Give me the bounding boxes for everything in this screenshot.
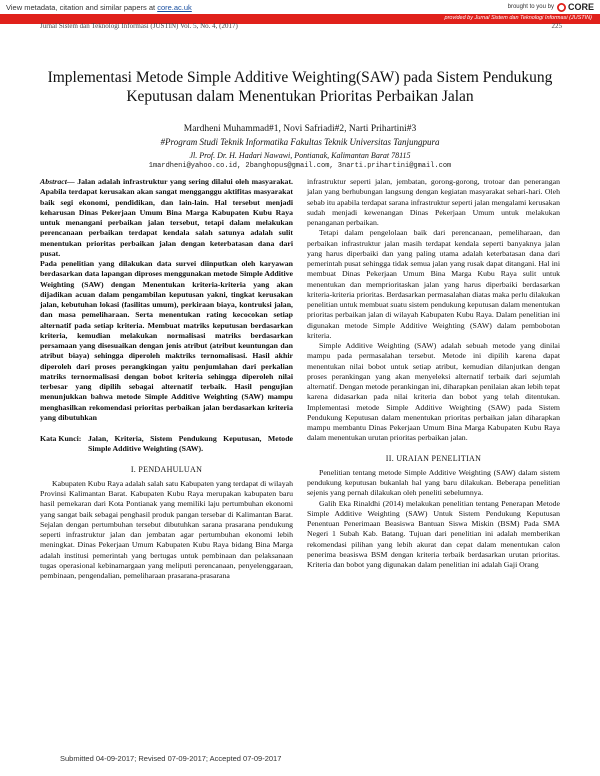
paper-affiliation: #Program Studi Teknik Informatika Fakultas Teknik Universitas Tanjungpura xyxy=(160,137,440,147)
paper-address: Jl. Prof. Dr. H. Hadari Nawawi, Pontianak, Kalimantan Barat 78115 xyxy=(189,151,411,160)
intro-paragraph: Kabupaten Kubu Raya adalah salah satu Kabupaten yang terdapat di wilayah Provinsi Kalimantan Barat. Kabupaten Kubu Raya merupakan kabupaten baru hasil pemekaran dari Kota Pontianak yang memiliki laju pertumbuhan ekonomi yang sangat baik sebagai penghasil produk pangan tersebar di Kalimantan Barat. Sejalan dengan pertumbuhan tersebut dibutuhkan sarana prasarana pendukung seperti infrastruktur jalan dan jembatan agar pertumbuhan ekonomi lebih meningkat. Dinas Pekerjaan Umum Kabupaten Kubu Raya bidang Bina Marga adalah institusi pemerintah yang bertugas untuk pembinaan dan pelaksanaan tugas operasional kebinamargaan yang meliputi perencanaan, penyelenggaraan, pembinaan, pengendalian, pemeliharaan prasarana-prasarana xyxy=(40,478,293,580)
running-header xyxy=(0,22,600,32)
rinaldhi-paragraph: Galih Eka Rinaldhi (2014) melakukan penelitian tentang Penerapan Metode Simple Additive Weighting (SAW) Untuk Sistem Pendukung Keputusan Penentuan Penerimaan Beasiswa Bantuan Siswa Miskin (BSM) Pada SMA Negeri 1 Subah Kab. Batang. Tujuan dari penelitian ini adalah memberikan rekomendasi pilihan yang lebih akurat dan cepat dalam menentukan calon penerima beasiswa BSM dengan kriteria terbaik berdasarkan urutan prioritas. Kriteria dan bobot yang digunakan dalam penelitian ini adalah Gaji Orang xyxy=(307,498,560,569)
core-logo-icon xyxy=(557,3,566,12)
provider-text: provided by Jurnal Sistem dan Teknologi Informasi (JUSTIN) xyxy=(444,15,592,21)
paper-authors: Mardheni Muhammad#1, Novi Safriadi#2, Narti Prihartini#3 xyxy=(183,124,417,134)
paper-emails: 1mardheni@yahoo.co.id, 2banghopus@gmail.com, 3narti.prihartini@gmail.com xyxy=(148,162,452,170)
section-heading-pendahuluan: I. PENDAHULUAN xyxy=(130,464,203,474)
paper-title: Implementasi Metode Simple Additive Weighting(SAW) pada Sistem Pendukung Keputusan dalam Menentukan Prioritas Perbaikan Jalan xyxy=(47,69,553,105)
problem-paragraph: Tetapi dalam pengelolaan baik dari perencanaan, pemeliharaan, dan perbaikan infrastruktur jalan masih terdapat kendala seperti banyaknya jalan yang harus diperbaiki dan yang paling utama adalah keterbatasan dana dari pemerintah pusat sehingga tidak semua jalan yang rusak dapat ditangani. Hal ini membuat Dinas Pekerjaan Umum Bina Marga Kubu Raya sulit untuk menentukan dan memprioritaskan jalan yang harus diperbaiki berdasarkan kriteria-kriteria prioritas. Berdasarkan permasalahan diatas maka perlu dilakukan penelitian untuk membuat suatu sistem pendukung keputusan dalam menentukan prioritas perbaikan jalan di wilayah Kabupaten Kubu Raya. Dalam penelitian ini digunakan metode Simple Additive Weighting (SAW) dalam pembobotan kriteria. xyxy=(307,228,560,340)
abstract-paragraph-2: Pada penelitian yang dilakukan data survei diinputkan oleh karyawan berdasarkan data lapangan diproses menggunakan metode Simple Additive Weighting (SAW) dengan Menentukan kriteria-kriteria yang akan dijadikan acuan dalam pengambilan keputusan yakni, tingkat kerusakan jalan, kebutuhan lokasi (fasilitas umum), perkiraan biaya, kontruksi jalan, dan masa pemeliharaan. Serta menentukan rating kecocokan setiap alternatif pada setiap kriteria. Membuat matriks keputusan berdasarkan kriteria, kemudian melakukan normalisasi matriks berdasarkan persamaan yang disesuaikan dengan jenis atribut (atribut keuntungan dan atribut biaya) sehingga diperoleh maktriks ternomalisasi. Hasil akhir diperoleh dari proses perangkingan yaitu penjumlahan dari perkalian matriks ternormalisasi dengan bobot kriteria sehingga diperoleh nilai terbesar yang dipilih sebagai alternatif terbaik. Hasil pengujian menunjukkan bahwa metode Simple Additive Weighting (SAW) mampu menghasilkan rekomendasi prioritas perbaikan jalan berdasarkan kriteria yang dibutuhkan xyxy=(40,259,293,422)
page-number: 225 xyxy=(551,22,562,30)
saw-paragraph: Simple Additive Weighting (SAW) adalah sebuah metode yang dinilai mampu pada permasalahan tersebut. Metode ini dipilih karena dapat menentukan nilai bobot untuk setiap atribut, kemudian dilanjutkan dengan proses perankingan yang akan menyeleksi alternatif terbaik dari sejumlah alternatif. Dengan metode perankingan ini, diharapkan penilaian akan lebih tepat karena didasarkan pada nilai kriteria dan bobot yang telah ditentukan. Implementasi metode Simple Additive Weighting (SAW) pada Sistem Pendukung Keputusan dalam menentukan prioritas perbaikan jalan diharapkan mampu membantu Dinas Pekerjaan Umum Bina Marga Kabupaten Kubu Raya dalam menentukan urutan prioritas perbaikan jalan. xyxy=(307,341,560,443)
abstract-paragraph-1: Abstract— Jalan adalah infrastruktur yang sering dilalui oleh masyarakat. Apabila terdapat kerusakan akan sangat mengganggu aktifitas masyarakat baik segi ekonomi, pendidikan, dan lain-lain. Hal tersebut menjadi keharusan Dinas Pekerjaan Umum Bina Marga Kabupaten Kubu Raya untuk menangani perbaikan jalan tersebut, tetapi dalam melakukan perencanaan perbaikan terdapat kendala salah satunya adalah sulit menentukan prioritas perbaikan jalan dengan keterbatasan dana dari pusat. xyxy=(40,177,293,258)
keywords-text: Jalan, Kriteria, Sistem Pendukung Keputusan, Metode Simple Additive Weighting (SAW). xyxy=(88,434,293,454)
submission-dates: Submitted 04-09-2017; Revised 07-09-2017; Accepted 07-09-2017 xyxy=(60,754,282,763)
intro-continued-paragraph: infrastruktur seperti jalan, jembatan, gorong-gorong, trotoar dan penerangan jalan yang berhubungan langsung dengan kegiatan masyarakat sehari-hari. Oleh sebab itu apabila terdapat sarana infrastruktur seperti jalan mengalami kerusakan sudah menjadi kewenangan Dinas Pekerjaan Umum untuk melakukan penanganan perbaikan. xyxy=(307,177,560,227)
core-logo: CORE xyxy=(557,2,594,12)
core-brand[interactable]: brought to you by CORE xyxy=(507,2,594,12)
core-link[interactable]: core.ac.uk xyxy=(157,3,192,12)
journal-name: Jurnal Sistem dan Teknologi Informasi (JUSTIN) Vol. 5, No. 4, (2017) xyxy=(40,22,238,30)
core-metadata-note: View metadata, citation and similar papers at core.ac.uk xyxy=(6,3,192,12)
related-work-paragraph: Penelitian tentang metode Simple Additive Weighting (SAW) dalam sistem pendukung keputusan bukanlah hal yang baru dilakukan. Beberapa penelitian sejenis yang pernah dilakukan oleh peneliti sebelumnya. xyxy=(307,467,560,498)
section-heading-uraian: II. URAIAN PENELITIAN xyxy=(385,453,482,463)
keywords xyxy=(40,434,293,455)
right-column xyxy=(307,177,560,570)
keywords-label: Kata Kunci: xyxy=(40,434,82,443)
left-column xyxy=(40,177,293,581)
